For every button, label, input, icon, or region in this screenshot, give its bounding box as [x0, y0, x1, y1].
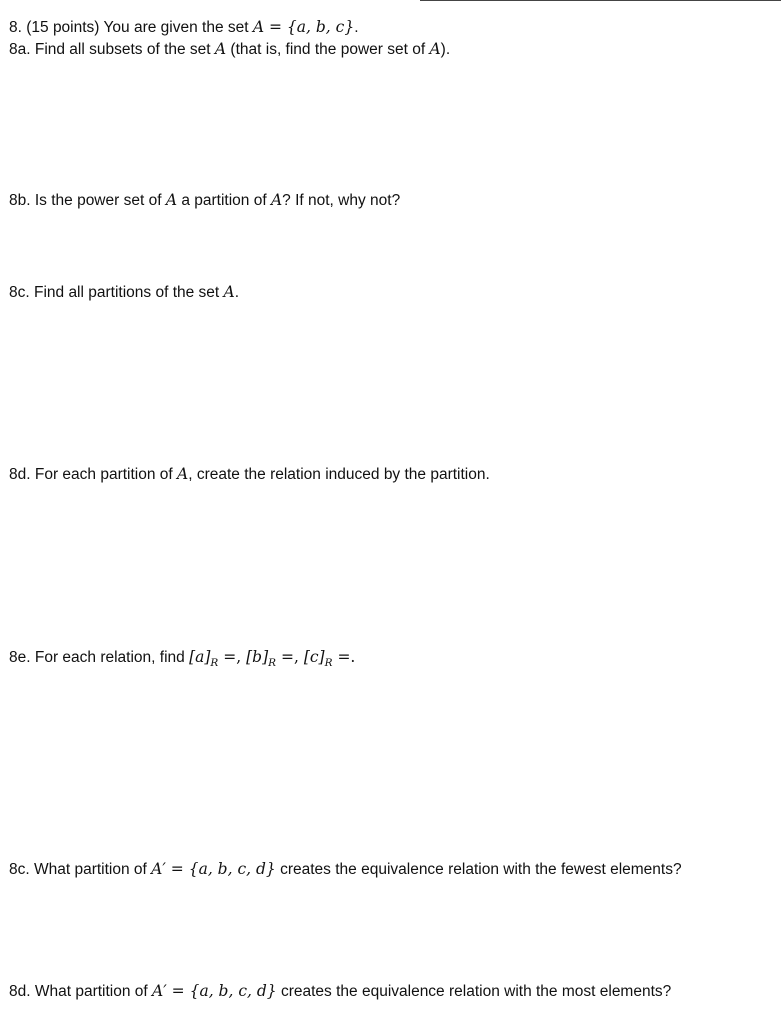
question-8b: 8b. Is the power set of A a partition of A? If not, why not? — [9, 191, 401, 209]
question-8c-second: 8c. What partition of A′ = {a, b, c, d} creates the equivalence relation with the fewest elements? — [9, 860, 682, 878]
question-8d: 8d. For each partition of A, create the relation induced by the partition. — [9, 465, 490, 483]
question-8d-second: 8d. What partition of A′ = {a, b, c, d} creates the equivalence relation with the most elements? — [9, 982, 672, 1000]
question-8c: 8c. Find all partitions of the set A. — [9, 283, 240, 301]
problem-header: 8. (15 points) You are given the set A = {a, b, c}. — [9, 18, 359, 36]
top-rule — [420, 0, 781, 1]
question-8a: 8a. Find all subsets of the set A (that is, find the power set of A). — [9, 40, 451, 58]
question-8e: 8e. For each relation, find $[a]_R$ =, $[b]_R$ =, $[c]_R$ =. — [9, 648, 356, 669]
